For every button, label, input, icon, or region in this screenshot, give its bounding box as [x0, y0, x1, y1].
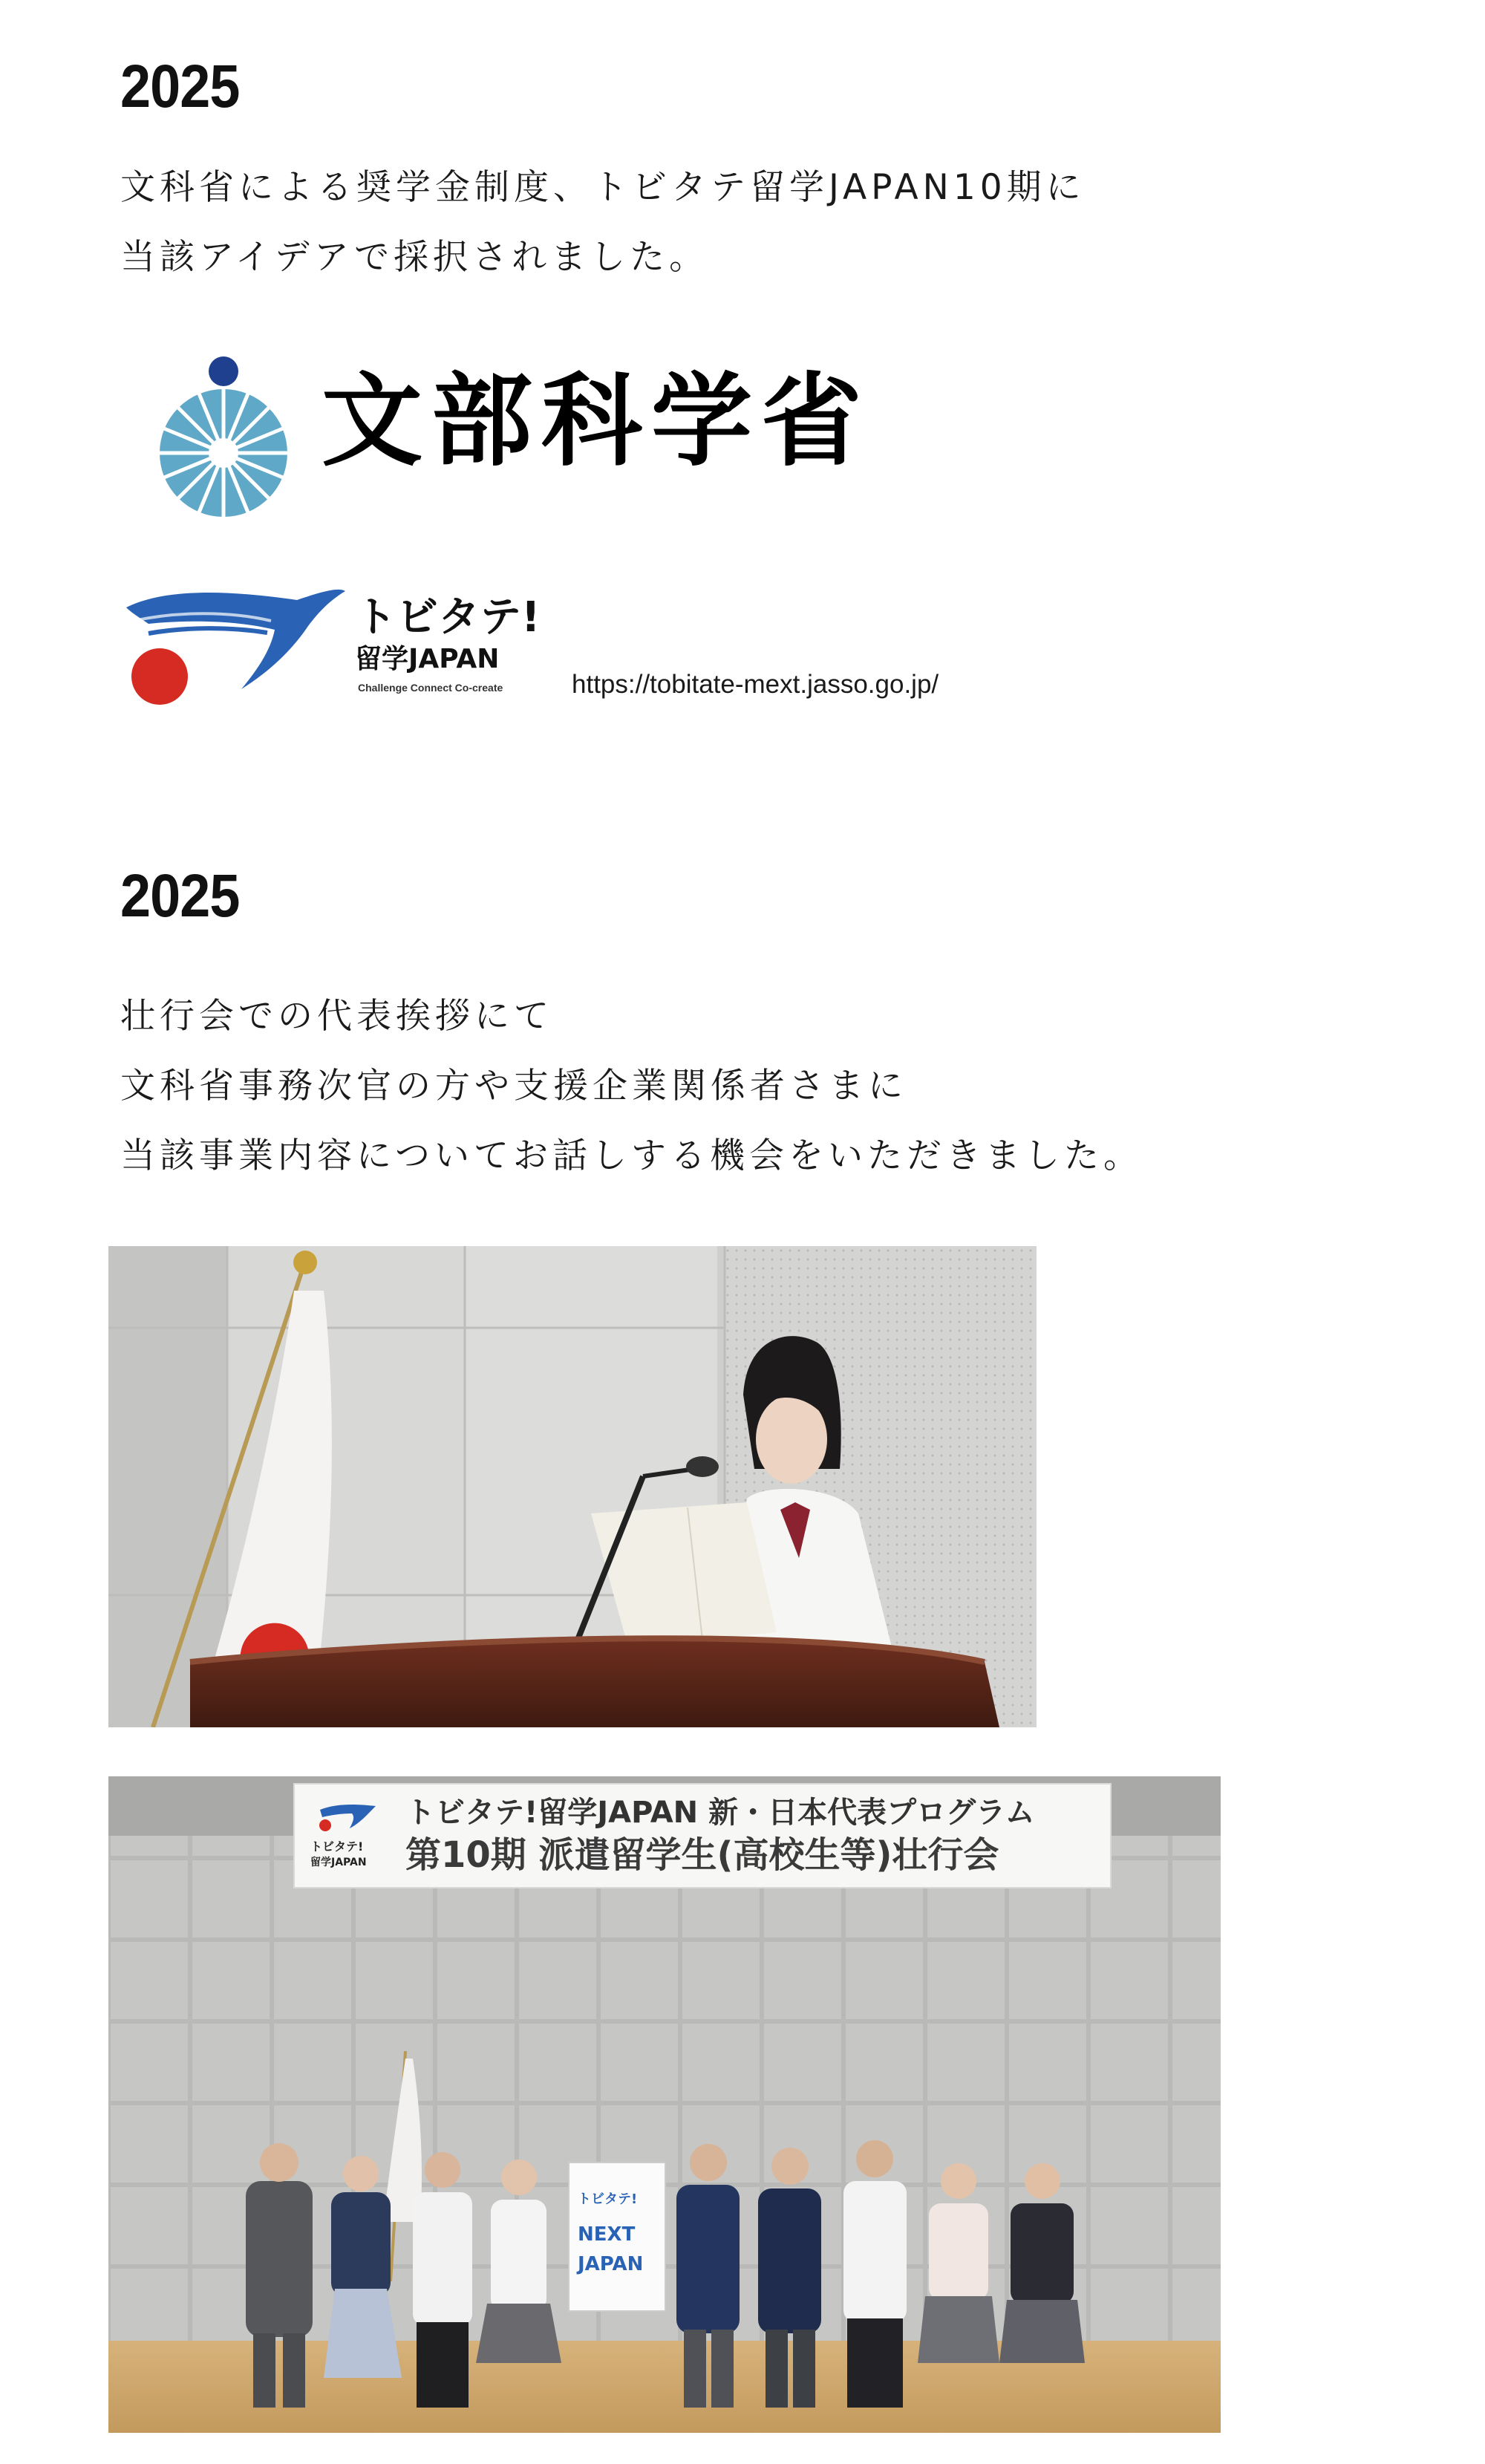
text-line: 当該事業内容についてお話しする機会をいただきました。	[120, 1135, 1143, 1176]
tobitate-logo	[119, 578, 541, 715]
year-heading-1: 2025	[120, 53, 240, 120]
speech-photo	[108, 1246, 1037, 1727]
year-heading-2: 2025	[120, 862, 240, 930]
banner-logo-text: トビタテ!	[310, 1839, 364, 1854]
section-1-text	[120, 153, 1086, 293]
text-line: 当該アイデアで採択されました。	[120, 237, 709, 278]
banner-line-1: トビタテ!留学JAPAN 新・日本代表プログラム	[405, 1796, 1035, 1830]
text-line: 文科省による奨学金制度、トビタテ留学JAPAN10期に	[120, 167, 1086, 208]
poster-line-3: JAPAN	[578, 2253, 644, 2275]
group-photo	[108, 1776, 1221, 2433]
mext-emblem-icon	[154, 349, 303, 527]
banner-logo-subtitle: 留学JAPAN	[310, 1857, 367, 1868]
mext-logo	[154, 349, 871, 527]
tobitate-logo-name: トビタテ!	[355, 593, 541, 642]
poster-line-1: トビタテ!	[578, 2191, 638, 2207]
tobitate-url-link[interactable]: https://tobitate-mext.jasso.go.jp/	[572, 670, 939, 699]
section-2-text	[120, 982, 1143, 1191]
banner-line-2: 第10期 派遣留学生(高校生等)壮行会	[405, 1834, 999, 1876]
tobitate-logo-tagline: Challenge Connect Co-create	[358, 682, 503, 694]
tobitate-bird-icon	[119, 578, 349, 715]
mext-logo-text: 文部科学省	[322, 363, 871, 480]
tobitate-logo-subtitle: 留学JAPAN	[355, 644, 500, 674]
text-line: 文科省事務次官の方や支援企業関係者さまに	[120, 1066, 907, 1106]
text-line: 壮行会での代表挨拶にて	[120, 996, 553, 1037]
poster-line-2: NEXT	[578, 2223, 636, 2246]
